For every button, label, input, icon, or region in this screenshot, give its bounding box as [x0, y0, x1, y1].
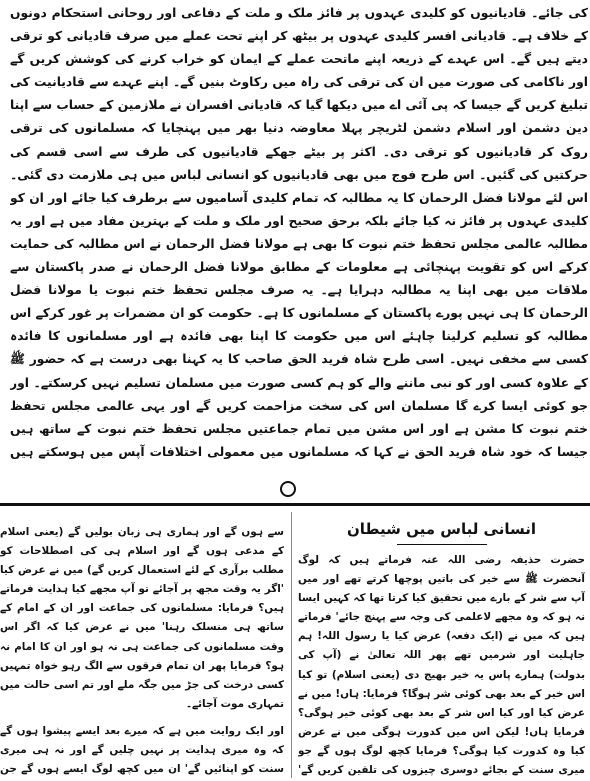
left-column: [0, 523, 284, 778]
column-separator: [291, 512, 292, 778]
section-divider: [0, 503, 590, 506]
right-column-paragraph: حضرت حذیفہ رضی اللہ عنہ فرماتے ہیں کہ لوگ آنحضرت ﷺ سے خیر کی باتیں پوچھا کرتے تھے اور میں آپ سے شر کے بارے میں تحقیق کیا کرتا تھا کہ کہیں ایسا نہ ہو کہ وہ مجھے لاعلمی کی وجہ سے پہنچ جائے' فرماتے ہیں کہ میں نے (ایک دفعہ) عرض کیا یا رسول اللہ! ہم جاہلیت اور شرمیں تھے پھر اللہ تعالیٰ نے (آپ کی بدولت) ہمارے پاس یہ خیر بھیج دی (یعنی اسلام) تو کیا اس خیر کے بعد بھی کوئی شر ہوگا؟ فرمایا: ہاں! میں نے عرض کیا اور کیا اس شر کے بعد بھی کوئی خیر ہوگی؟ فرمایا ہاں! لیکن اس میں کدورت ہوگی میں نے عرض کیا وہ کدورت کیا ہوگی؟ فرمایا کچھ لوگ ہوں گے جو میری سنت کے بجائے دوسری چیزوں کی تلقین کریں گے': [298, 554, 585, 777]
left-column-paragraph-2: اور ایک روایت میں ہے کہ میرے بعد ایسے پیشوا ہوں گے کہ وہ میری ہدایت پر نہیں چلیں گے اور نہ ہی میری سنت کو اپنائیں گے' ان میں کچھ لوگ ایسے ہوں گے جن: [0, 724, 284, 776]
left-column-paragraph-1: سے ہوں گے اور ہماری ہی زبان بولیں گے (یعنی اسلام کے مدعی ہوں گے اور اسلام ہی کی اصطلاحات کو مطلب برآری کے لئے استعمال کریں گے) میں نے عرض کیا 'اگر یہ وقت مجھ پر آجائے تو آپ مجھے کیا ہدایت فرماتے ہیں؟ فرمایا: مسلمانوں کی جماعت اور ان کے امام کے ساتھ ہی منسلک رہنا' میں نے عرض کیا کہ اگر اس وقت مسلمانوں کی جماعت ہی نہ ہو اور ان کا امام نہ ہو؟ فرمایا پھر ان تمام فرقوں سے الگ رہو خواہ تمہیں کسی درخت کی جڑ میں جگہ ملے اور تم اسی حالت میں تمہاری موت آجائے۔: [0, 526, 284, 710]
top-article: [10, 2, 588, 464]
article-end-circle-icon: [280, 481, 296, 497]
column-headline: انسانی لباس میں شیطان: [346, 520, 537, 538]
right-column: [298, 516, 585, 778]
top-article-text: کی جائے۔ قادیانیوں کو کلیدی عہدوں پر فائز ملک و ملت کے دفاعی اور روحانی استحکام دونوں کے خلاف ہے۔ قادیانی افسر کلیدی عہدوں پر بیٹھ کر اپنے تحت عملے میں صرف قادیانی کو ترقی دیتے ہیں گے۔ اس عہدے کے ذریعہ اپنے ماتحت عملے کے ایمان کو خراب کرنے کی کوشش کریں گے اور ناکامی کی صورت میں ان کی ترقی کی راہ میں رکاوٹ بنیں گے۔ اپنے عہدے سے قادیانیت کی تبلیغ کریں گے جیسا کہ پی آئی اے میں دیکھا گیا کہ قادیانی افسران نے ملازمین کے حساب سے اپنا دین دشمن اور اسلام دشمن لٹریچر پہلا معاوضہ دنیا بھر میں پہنچایا کہ مسلمانوں کی ترقی روک کر قادیانیوں کو ترقی دی۔ اکثر پر بیٹے جھکے قادیانیوں کی طرف سے اسی قسم کی حرکتیں کی گئیں۔ اس طرح فوج میں بھی قادیانیوں کو انسانی لباس میں ہی ملازمت دی گئی۔ اس لئے مولانا فضل الرحمان کا یہ مطالبہ کہ تمام کلیدی آسامیوں سے برطرف کیا جائے اور ان کو کلیدی عہدوں پر فائز نہ کیا جائے بلکہ برحق صحیح اور ملک و ملت کے بہترین مفاد میں ہے اور یہ مطالبہ عالمی مجلس تحفظ ختم نبوت کا بھی ہے مولانا فضل الرحمان نے اس مطالبہ کی حمایت کرکے اس کو تقویت پہنچائی ہے معلومات کے مطابق مولانا فضل الرحمان نے صدر پاکستان سے ملاقات میں بھی اپنا یہ مطالبہ دہرایا ہے۔ یہ صرف مجلس تحفظ ختم نبوت یا مولانا فضل الرحمان کا ہی نہیں پورے پاکستان کے مسلمانوں کا ہے۔ حکومت کو ان مضمرات پر غور کرکے اس مطالبہ کو تسلیم کرلینا چاہئے اس میں حکومت کا اپنا بھی فائدہ ہے اور مسلمانوں کا فائدہ کسی سے مخفی نہیں۔ اسی طرح شاہ فرید الحق صاحب کا یہ کہنا بھی درست ہے کہ حضور ﷺ کے علاوہ کسی اور کو نبی ماننے والے کو ہم کسی صورت میں مسلمان تسلیم نہیں کرسکتے۔ اور جو کوئی ایسا کرے گا مسلمان اس کی سخت مزاحمت کریں گے اور یہی عالمی مجلس تحفظ ختم نبوت کا مشن ہے اور اس مشن میں تمام جماعتیں مجلس تحفظ ختم نبوت کے ساتھ ہیں جیسا کہ خود شاہ فرید الحق نے کہا کہ مسلمانوں میں معمولی اختلافات آپس میں ہوسکتے ہیں: [10, 6, 588, 459]
paragraph-gap: [0, 714, 284, 722]
headline-underline: [397, 544, 487, 545]
top-article-paragraph: [10, 2, 588, 464]
